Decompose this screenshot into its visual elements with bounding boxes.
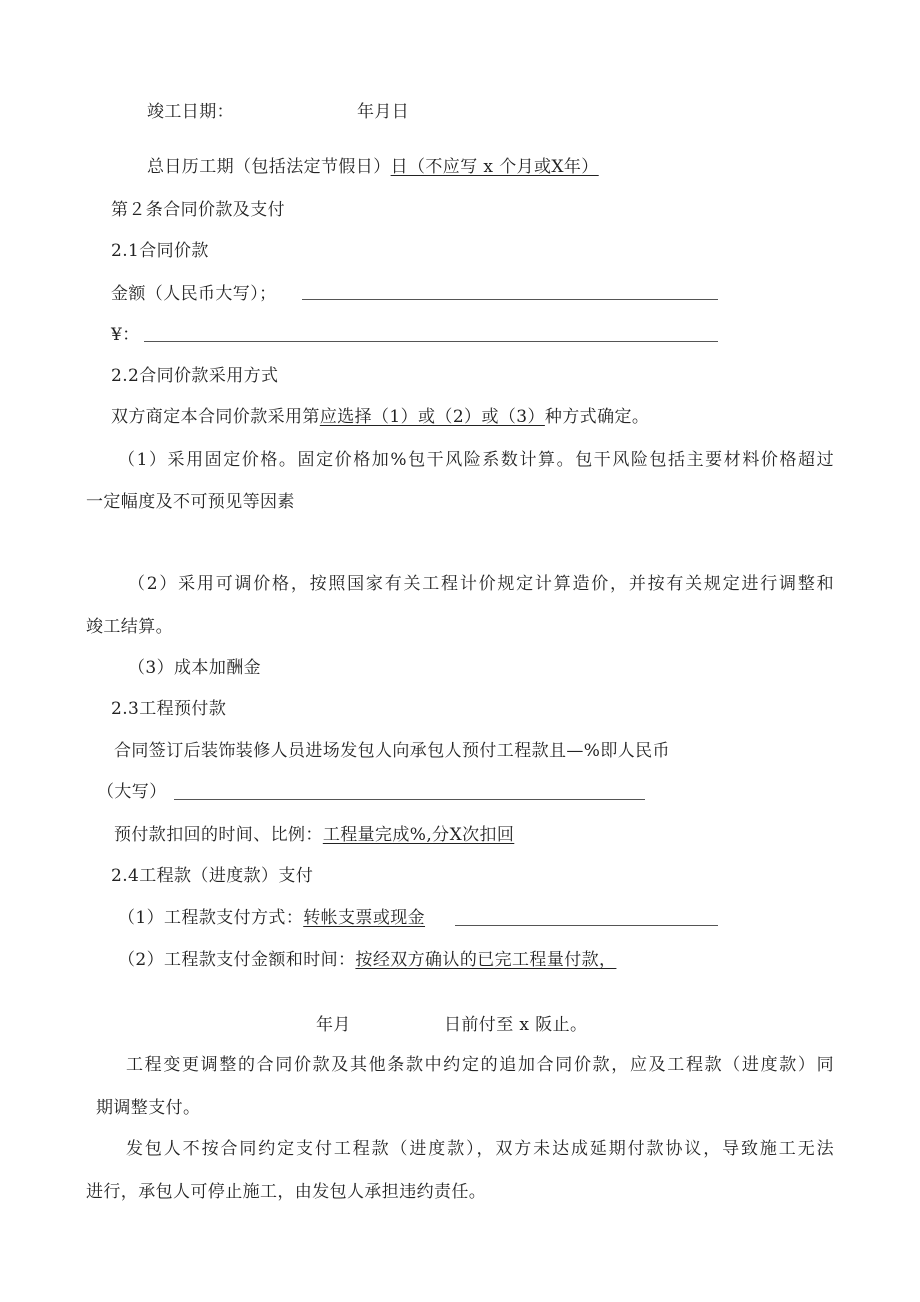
option-2-line-1: （2）采用可调价格，按照国家有关工程计价规定计算造价，并按有关规定进行调整和 <box>128 574 834 594</box>
advance-recovery-value: 工程量完成%,分Ⅹ次扣回 <box>322 825 515 845</box>
amount-uppercase-blank <box>302 299 718 300</box>
advance-recovery-label: 预付款扣回的时间、比例： <box>114 825 323 845</box>
amount-yuan-label: ¥： <box>111 325 140 345</box>
change-adjustment-line-1: 工程变更调整的合同价款及其他条款中约定的追加合同价款，应及工程款（进度款）同 <box>126 1055 834 1075</box>
payment-date-ym: 年月 <box>316 1015 351 1035</box>
completion-date-label: 竣工日期： <box>147 102 234 122</box>
section-2-4-heading: 2.4工程款（进度款）支付 <box>111 866 314 886</box>
payment-method-value: 转帐支票或现金 <box>303 908 426 928</box>
payment-method-line <box>118 906 425 930</box>
pricing-method-choice: 应选择（1）或（2）或（3） <box>319 407 545 427</box>
completion-date-ymd: 年月日 <box>357 102 410 122</box>
pricing-method-tail: 种方式确定。 <box>544 407 650 427</box>
advance-recovery-line <box>114 823 514 847</box>
pricing-method-intro: 双方商定本合同价款采用第 <box>111 407 320 427</box>
option-3: （3）成本加酬金 <box>128 658 262 678</box>
section-2-2-heading: 2.2合同价款采用方式 <box>111 366 279 386</box>
payment-amount-time-value: 按经双方确认的已完工程量付款， <box>355 950 617 970</box>
amount-uppercase-label: 金额（人民币大写）； <box>111 284 277 304</box>
payment-method-blank <box>455 925 718 926</box>
option-1-line-1: （1）采用固定价格。固定价格加%包干风险系数计算。包干风险包括主要材料价格超过 <box>118 450 834 470</box>
advance-payment-line: 合同签订后装饰装修人员进场发包人向承包人预付工程款且—%即人民币 <box>114 741 670 761</box>
default-payment-line-2: 进行，承包人可停止施工，由发包人承担违约责任。 <box>86 1182 487 1202</box>
payment-method-label: （1）工程款支付方式： <box>118 908 304 928</box>
amount-yuan-blank <box>144 341 718 342</box>
option-2-line-2: 竣工结算。 <box>86 617 173 637</box>
advance-daxie-label: （大写） <box>97 782 167 802</box>
total-days-line <box>147 155 599 179</box>
payment-amount-time-line <box>118 948 616 972</box>
article-2-title: 第２条合同价款及支付 <box>111 200 285 220</box>
advance-daxie-blank <box>174 799 645 800</box>
payment-amount-time-label: （2）工程款支付金额和时间： <box>118 950 356 970</box>
default-payment-line-1: 发包人不按合同约定支付工程款（进度款），双方未达成延期付款协议，导致施工无法 <box>126 1139 834 1159</box>
total-days-text: 总日历工期（包括法定节假日） <box>147 157 391 177</box>
option-1-line-2: 一定幅度及不可预见等因素 <box>86 492 295 512</box>
total-days-note: 日（不应写 x 个月或Ⅹ年） <box>390 157 599 177</box>
section-2-3-heading: 2.3工程预付款 <box>111 699 227 719</box>
change-adjustment-line-2: 期调整支付。 <box>96 1098 201 1118</box>
payment-date-tail: 日前付至 x 阪止。 <box>444 1015 588 1035</box>
section-2-1-heading: 2.1合同价款 <box>111 241 209 261</box>
pricing-method-line <box>111 405 649 429</box>
